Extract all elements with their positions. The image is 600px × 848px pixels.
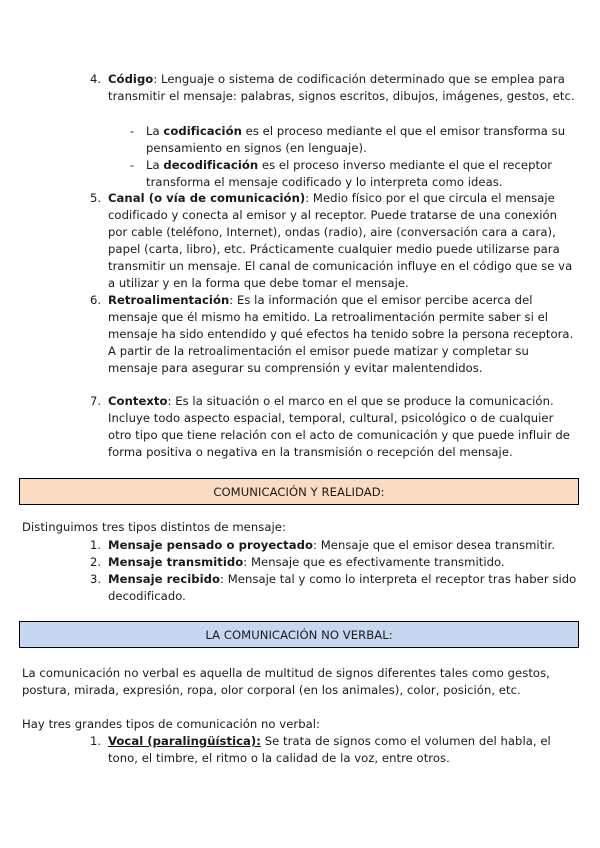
list-item-mensaje-recibido	[90, 571, 580, 605]
intro-text-tipos: Hay tres grandes tipos de comunicación no verbal:	[22, 717, 321, 731]
list-item-retroalimentacion	[90, 292, 580, 377]
subitem-term: codificación	[163, 124, 242, 138]
item-separator: :	[313, 538, 321, 552]
dash-bullet: -	[130, 124, 135, 138]
item-separator: :	[305, 191, 313, 205]
item-term: Canal (o vía de comunicación)	[108, 191, 306, 205]
item-number: 4.	[90, 72, 102, 86]
item-term: Retroalimentación	[108, 293, 230, 307]
item-number: 7.	[90, 394, 102, 408]
item-number: 3.	[90, 572, 102, 586]
item-text: Es la situación o el marco en el que se produce la comunicación. Incluye todo aspecto espacial, temporal, cultural, psicológico o de cualquier otro tipo que tiene relación con el acto de comunicación y que puede influir de forma positiva o negativa en la transmisión o recepción del mensaje.	[108, 394, 570, 459]
item-text: Es la información que el emisor percibe acerca del mensaje que él mismo ha emitido. La retroalimentación permite saber si el mensaje ha sido entendido y qué efectos ha tenido sobre la persona receptora. A partir de la retroalimentación el emisor puede matizar y completar su mensaje para asegurar su comprensión y evitar malentendidos.	[108, 293, 574, 375]
subitem-prefix: La	[146, 124, 164, 138]
item-number: 1.	[90, 538, 102, 552]
item-separator: :	[243, 555, 251, 569]
item-number: 5.	[90, 191, 102, 205]
item-term: Vocal (paralingüística):	[108, 734, 261, 748]
sublist-item-decodificacion	[130, 157, 582, 191]
item-text: Mensaje que es efectivamente transmitido.	[250, 555, 505, 569]
item-term: Contexto	[108, 394, 168, 408]
list-item-canal	[90, 190, 580, 291]
item-term: Código	[108, 72, 154, 86]
item-term: Mensaje transmitido	[108, 555, 244, 569]
item-term: Mensaje recibido	[108, 572, 221, 586]
section-header-comunicacion-realidad: COMUNICACIÓN Y REALIDAD:	[19, 478, 579, 505]
item-number: 2.	[90, 555, 102, 569]
item-number: 1.	[90, 734, 102, 748]
item-text: Lenguaje o sistema de codificación determinado que se emplea para transmitir el mensaje: palabras, signos escritos, dibujos, imágenes, gestos, etc.	[108, 72, 575, 103]
list-item-vocal	[90, 733, 580, 767]
subitem-prefix: La	[146, 158, 164, 172]
paragraph-no-verbal: La comunicación no verbal es aquella de multitud de signos diferentes tales como gestos, postura, mirada, expresión, ropa, olor corporal (en los animales), color, posición, etc.	[22, 666, 550, 697]
item-text: Medio físico por el que circula el mensaje codificado y conecta al emisor y al receptor. Puede tratarse de una conexión por cable (teléfono, Internet), ondas (radio), aire (conversación cara a cara), papel (carta, libro), etc. Prácticamente cualquier medio puede utilizarse para transmitir un mensaje. El canal de comunicación influye en el código que se va a utilizar y en la forma que debe tomar el mensaje.	[108, 191, 573, 290]
list-item-mensaje-transmitido	[90, 554, 580, 571]
dash-bullet: -	[130, 158, 135, 172]
item-number: 6.	[90, 293, 102, 307]
subitem-text: es el proceso inverso mediante el que el receptor transforma el mensaje codificado y lo interpreta como ideas.	[146, 158, 553, 189]
sublist-item-codificacion	[130, 123, 582, 157]
item-separator: :	[153, 72, 162, 86]
list-item-mensaje-pensado	[90, 537, 580, 554]
list-item-contexto	[90, 393, 580, 461]
item-separator: :	[167, 394, 176, 408]
item-text: Mensaje tal y como lo interpreta el receptor tras haber sido decodificado.	[108, 572, 577, 603]
subitem-term: decodificación	[163, 158, 259, 172]
intro-text: Distinguimos tres tipos distintos de mensaje:	[22, 520, 286, 534]
item-term: Mensaje pensado o proyectado	[108, 538, 313, 552]
item-text: Se trata de signos como el volumen del habla, el tono, el timbre, el ritmo o la calidad de la voz, entre otros.	[108, 734, 551, 765]
list-item-codigo	[90, 71, 580, 105]
item-separator: :	[229, 293, 237, 307]
section-header-comunicacion-no-verbal: LA COMUNICACIÓN NO VERBAL:	[19, 621, 579, 648]
item-text: Mensaje que el emisor desea transmitir.	[320, 538, 556, 552]
subitem-text: es el proceso mediante el que el emisor transforma su pensamiento en signos (en lenguaje).	[146, 124, 566, 155]
item-separator: :	[220, 572, 228, 586]
